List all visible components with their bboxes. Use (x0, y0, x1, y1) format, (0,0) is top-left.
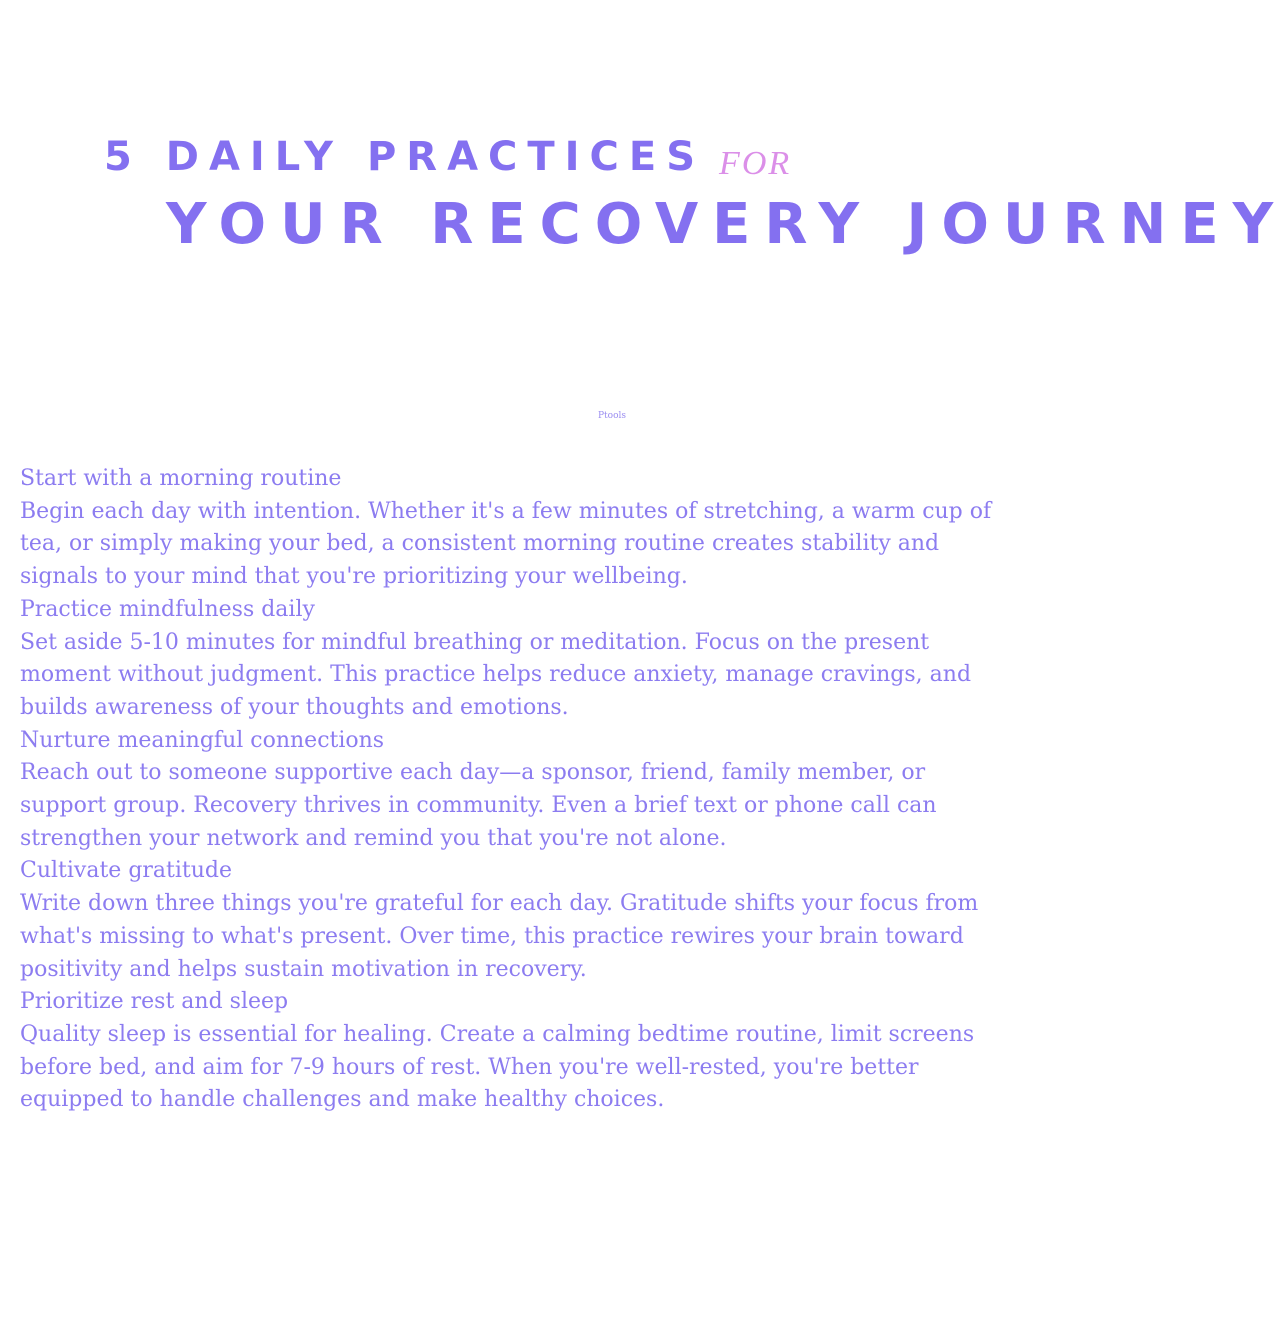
practice-heading: Start with a morning routine (20, 466, 342, 491)
watermark: Ptools (597, 411, 626, 421)
title-line-2: YOUR RECOVERY JOURNEY (166, 192, 1287, 257)
title-line-1 (104, 128, 791, 189)
title-for-text: FOR (719, 145, 792, 182)
practice-heading: Nurture meaningful connections (20, 727, 385, 753)
practice-body: Begin each day with intention. Whether it's a few minutes of stretching, a warm cup of tea, or simply making your bed, a consistent morning routine creates stability and signals to your mind that you're prioritizing your wellbeing. (20, 498, 992, 590)
practice-body: Set aside 5-10 minutes for mindful breathing or meditation. Focus on the present moment without judgment. This practice helps reduce anxiety, manage cravings, and builds awareness of your thoughts and emotions. (20, 629, 972, 720)
title-main-text: 5 DAILY PRACTICES (104, 134, 706, 180)
practice-body: Write down three things you're grateful for each day. Gratitude shifts your focus from what's missing to what's present. Over time, this practice rewires your brain toward positivity and helps sustain motivation in recovery. (20, 891, 979, 982)
practice-body: Reach out to someone supportive each day—a sponsor, friend, family member, or support group. Recovery thrives in community. Even a brief text or phone call can strengthen your network and remind you that you're not alone. (20, 760, 937, 851)
practice-heading: Practice mindfulness daily (20, 596, 315, 622)
practice-body: Quality sleep is essential for healing. Create a calming bedtime routine, limit screens before bed, and aim for 7-9 hours of rest. When you're well-rested, you're better equipped to handle challenges and make healthy choices. (20, 1021, 975, 1113)
practice-heading: Cultivate gratitude (20, 858, 233, 884)
practice-heading: Prioritize rest and sleep (20, 989, 289, 1015)
practices-list (20, 463, 1000, 1117)
